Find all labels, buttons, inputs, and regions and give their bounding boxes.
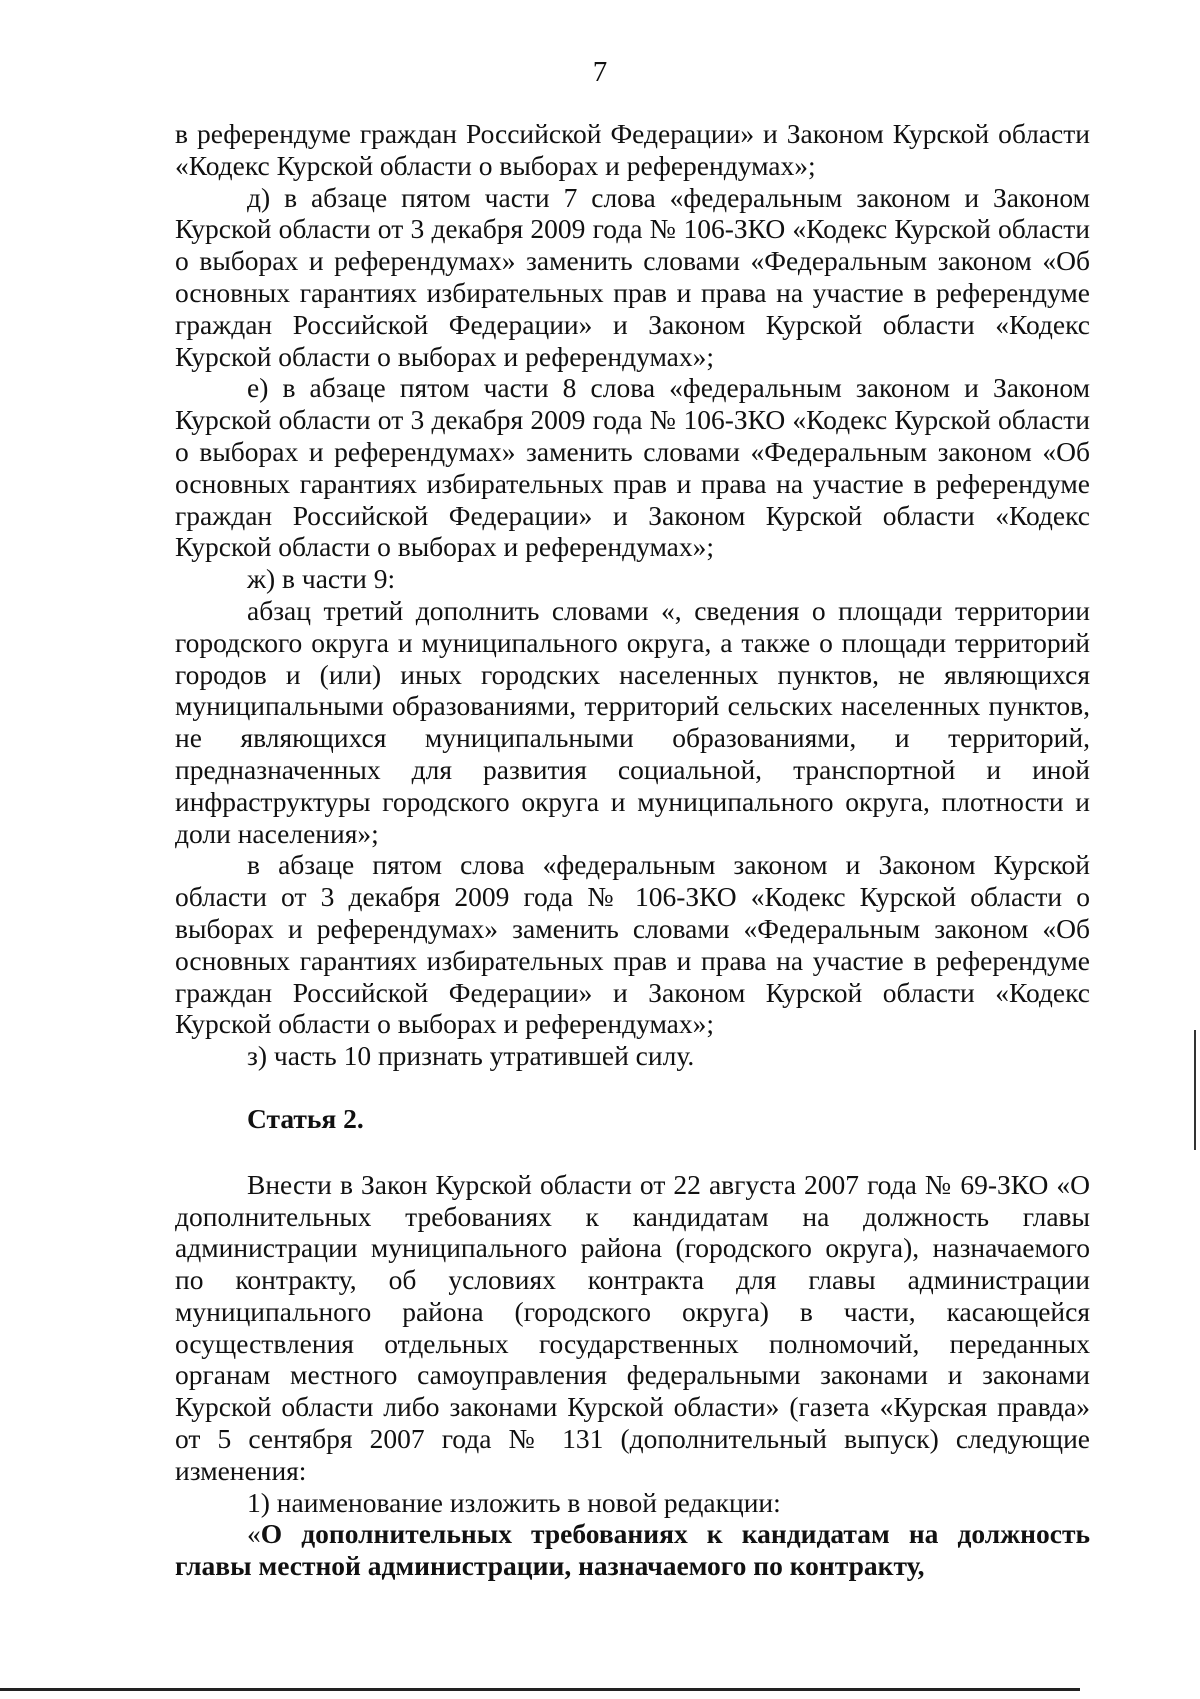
paragraph-continuation: в референдуме граждан Российской Федерации» и Законом Курской области «Кодекс Курской области о выборах и референдумах»;	[175, 118, 1090, 181]
paragraph-abzac-fifth: в абзаце пятом слова «федеральным законом и Законом Курской области от 3 декабря 2009 года № 106-ЗКО «Кодекс Курской области о выборах и референдумах» заменить словами «Федеральным законом «Об основных гарантиях избирательных прав и права на участие в референдуме граждан Российской Федерации» и Законом Курской области «Кодекс Курской области о выборах и референдумах»;	[175, 849, 1090, 1040]
paragraph-item-zh: ж) в части 9:	[247, 563, 396, 595]
paragraph-item-z: з) часть 10 признать утратившей силу.	[247, 1040, 695, 1072]
paragraph-abzac-third: абзац третий дополнить словами «, сведения о площади территории городского округа и муниципального округа, а также о площади территорий городов и (или) иных городских населенных пунктов, не являющихся муниципальными образованиями, территорий сельских населенных пунктов, не являющихся муниципальными образованиями, и территорий, предназначенных для развития социальной, транспортной и иной инфраструктуры городского округа и муниципального округа, плотности и доли населения»;	[175, 594, 1090, 849]
scan-edge-mark	[1194, 1030, 1196, 1150]
paragraph-new-title	[175, 1518, 1090, 1582]
page-number: 7	[592, 56, 608, 88]
opening-quote: «	[247, 1518, 261, 1550]
document-body	[175, 118, 1090, 1582]
paragraph-item-e: е) в абзаце пятом части 8 слова «федеральным законом и Законом Курской области от 3 декабря 2009 года № 106-ЗКО «Кодекс Курской области о выборах и референдумах» заменить словами «Федеральным законом «Об основных гарантиях избирательных прав и права на участие в референдуме граждан Российской Федерации» и Законом Курской области «Кодекс Курской области о выборах и референдумах»;	[175, 372, 1090, 563]
article-heading: Статья 2.	[247, 1102, 364, 1134]
bottom-scan-line	[0, 1688, 1080, 1691]
paragraph-article-2-intro: Внести в Закон Курской области от 22 августа 2007 года № 69-ЗКО «О дополнительных требованиях к кандидатам на должность главы администрации муниципального района (городского округа), назначаемого по контракту, об условиях контракта для главы администрации муниципального района (городского округа) в части, касающейся осуществления отдельных государственных полномочий, переданных органам местного самоуправления федеральными законами и законами Курской области либо законами Курской области» (газета «Курская правда» от 5 сентября 2007 года № 131 (дополнительный выпуск) следующие изменения:	[175, 1168, 1090, 1486]
paragraph-item-1: 1) наименование изложить в новой редакции:	[247, 1486, 781, 1518]
paragraph-item-d: д) в абзаце пятом части 7 слова «федеральным законом и Законом Курской области от 3 декабря 2009 года № 106-ЗКО «Кодекс Курской области о выборах и референдумах» заменить словами «Федеральным законом «Об основных гарантиях избирательных прав и права на участие в референдуме граждан Российской Федерации» и Законом Курской области «Кодекс Курской области о выборах и референдумах»;	[175, 181, 1090, 372]
new-title-text: О дополнительных требованиях к кандидатам на должность главы местной администрации, назначаемого по контракту,	[175, 1518, 1090, 1582]
